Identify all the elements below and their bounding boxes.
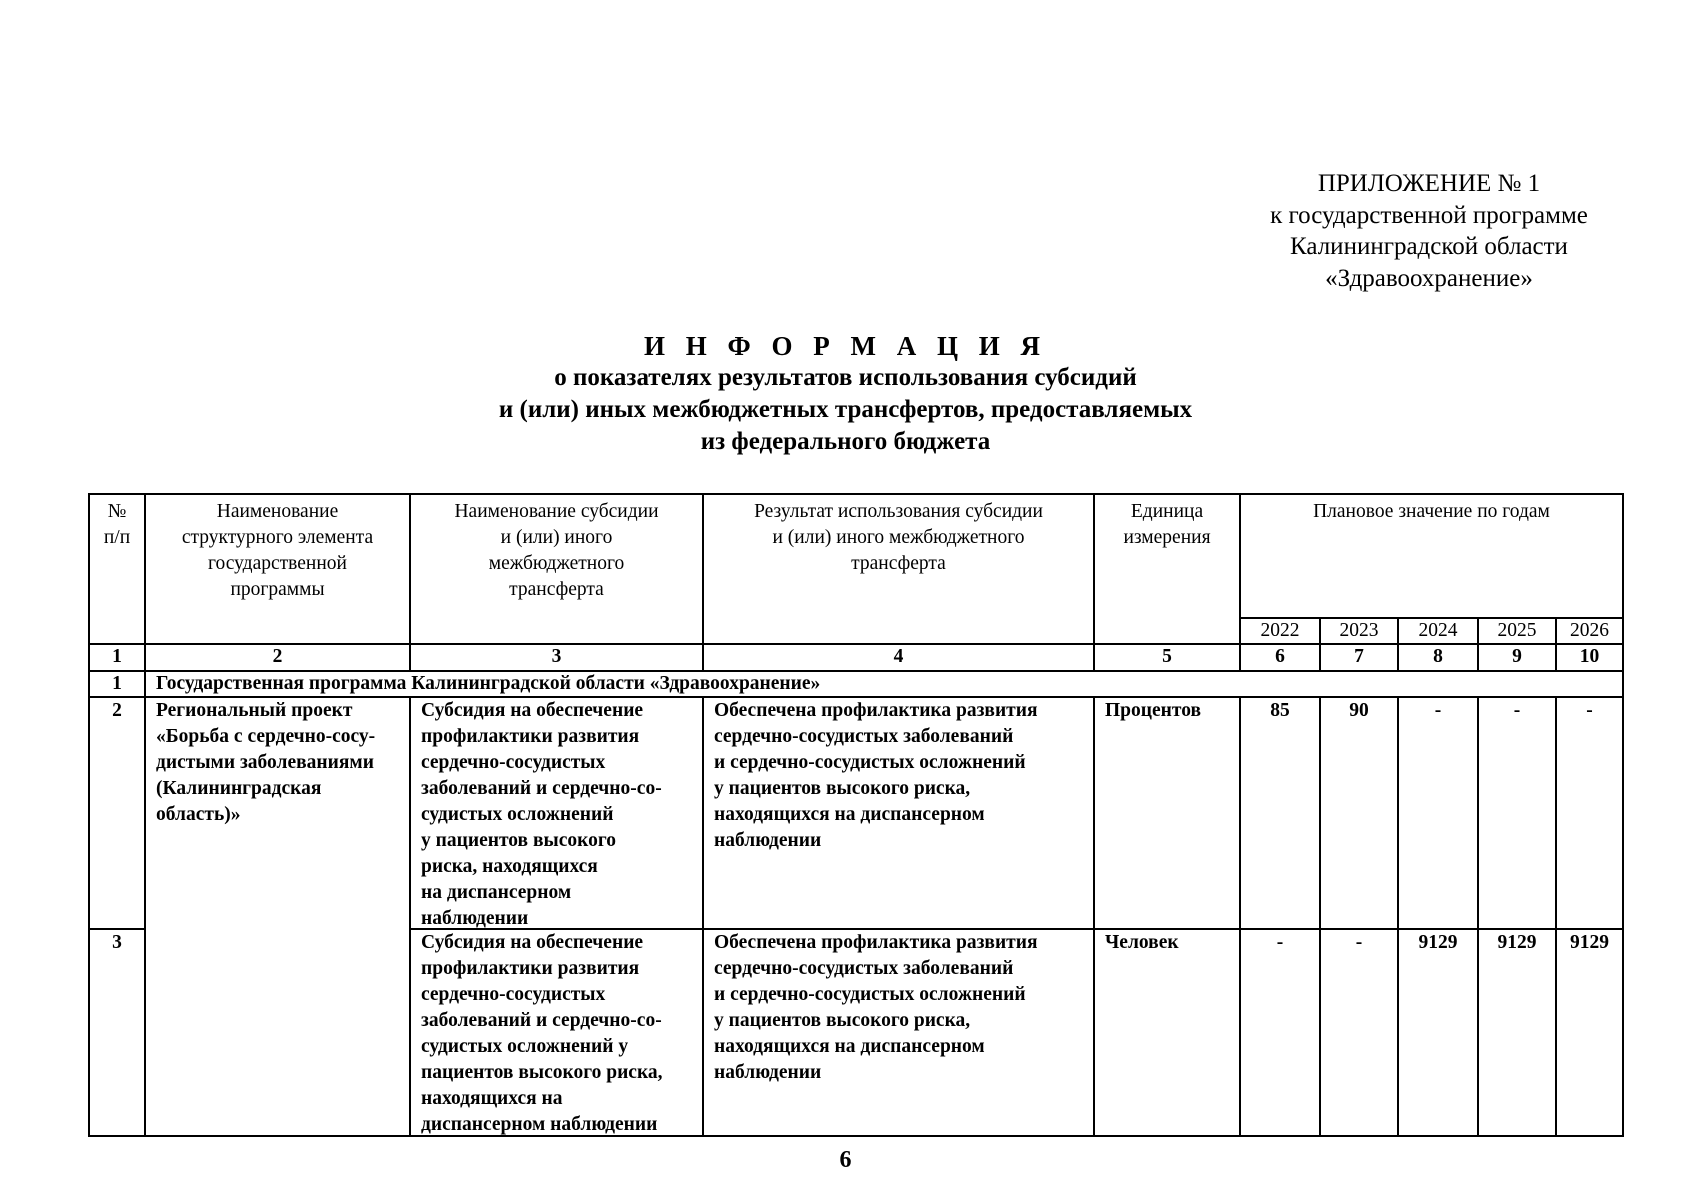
column-number: 6 [1275, 646, 1285, 667]
row-element: Региональный проект «Борьба с сердечно-сосу- дистыми заболеваниями (Калининградская область)» [156, 700, 376, 825]
row-subsidy: Субсидия на обеспечение профилактики развития сердечно-сосудистых заболеваний и сердечно-со- судистых осложнений у пациентов высокого риска, находящихся на диспансерном наблюдении [421, 932, 663, 1135]
appendix-line: «Здравоохранение» [1325, 264, 1533, 292]
row-unit: Процентов [1105, 700, 1202, 721]
header-year: 2026 [1570, 620, 1609, 641]
program-row-num: 1 [112, 673, 122, 694]
header-year: 2022 [1260, 620, 1300, 641]
column-number: 1 [112, 646, 122, 667]
header-result: Результат использования субсидии и (или) иного межбюджетного трансферта [754, 501, 1043, 574]
column-number: 2 [272, 646, 283, 667]
header-unit: Единица измерения [1123, 501, 1211, 548]
document-title [0, 330, 1691, 458]
title-heading: И Н Ф О Р М А Ц И Я [644, 331, 1047, 361]
header-year: 2024 [1418, 620, 1458, 641]
indicators-table [88, 493, 1624, 1137]
table-rule [702, 495, 704, 1135]
row-value: 9129 [1497, 932, 1537, 953]
title-line: и (или) иных межбюджетных трансфертов, предоставляемых [498, 396, 1193, 423]
program-row-title: Государственная программа Калининградской области «Здравоохранение» [156, 673, 821, 694]
appendix-heading [1229, 168, 1629, 294]
row-unit: Человек [1105, 932, 1179, 953]
header-num: № п/п [103, 501, 131, 548]
row-value: 90 [1349, 700, 1369, 721]
row-num: 2 [112, 700, 122, 721]
header-year: 2025 [1497, 620, 1537, 641]
header-year: 2023 [1339, 620, 1379, 641]
header-subsidy: Наименование субсидии и (или) иного межбюджетного трансферта [454, 501, 659, 600]
column-number: 9 [1512, 646, 1522, 667]
row-value: - [1276, 932, 1284, 953]
table-rule [1093, 495, 1095, 1135]
row-result: Обеспечена профилактика развития сердечно-сосудистых заболеваний и сердечно-сосудистых осложнений у пациентов высокого риска, находящихся на диспансерном наблюдении [714, 700, 1038, 851]
column-number: 8 [1433, 646, 1443, 667]
appendix-line: Калининградской области [1290, 233, 1568, 260]
row-value: - [1355, 932, 1363, 953]
row-value: 9129 [1418, 932, 1458, 953]
row-num: 3 [112, 932, 122, 953]
column-number: 4 [893, 646, 904, 667]
row-value: - [1434, 700, 1442, 721]
row-value: 85 [1270, 700, 1290, 721]
appendix-line: ПРИЛОЖЕНИЕ № 1 [1317, 170, 1541, 197]
title-line: из федерального бюджета [700, 428, 991, 455]
row-value: - [1513, 700, 1521, 721]
row-value: 9129 [1570, 932, 1609, 953]
row-result: Обеспечена профилактика развития сердечно-сосудистых заболеваний и сердечно-сосудистых осложнений у пациентов высокого риска, находящихся на диспансерном наблюдении [714, 932, 1038, 1083]
page-number: 6 [839, 1147, 852, 1173]
header-element: Наименование структурного элемента государственной программы [181, 501, 374, 600]
column-number: 3 [551, 646, 562, 667]
row-subsidy: Субсидия на обеспечение профилактики развития сердечно-сосудистых заболеваний и сердечно-со- судистых осложнений у пациентов высокого риска, находящихся на диспансерном наблюдении [421, 700, 662, 929]
column-number: 10 [1579, 646, 1600, 667]
column-number: 5 [1162, 646, 1172, 667]
appendix-line: к государственной программе [1270, 201, 1588, 229]
column-number: 7 [1354, 646, 1364, 667]
row-value: - [1586, 700, 1593, 721]
table-rule [1239, 495, 1241, 1135]
header-plan: Плановое значение по годам [1313, 501, 1550, 522]
title-line: о показателях результатов использования субсидий [554, 364, 1137, 391]
